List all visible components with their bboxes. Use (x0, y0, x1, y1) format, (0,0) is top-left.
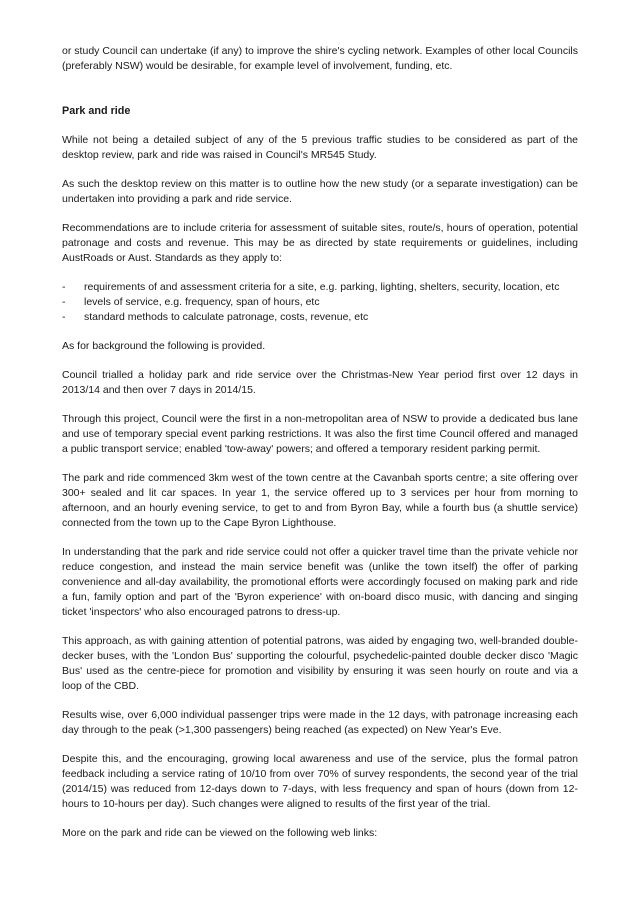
paragraph-trial-dates: Council trialled a holiday park and ride service over the Christmas-New Year period first over 12 days in 2013/14 and then over 7 days in 2014/15. (62, 369, 578, 396)
bullet-marker: - (62, 296, 66, 308)
bullet-marker: - (62, 281, 66, 293)
list-item (62, 280, 578, 295)
criteria-list (62, 280, 578, 325)
paragraph-new-study: As such the desktop review on this matter is to outline how the new study (or a separate investigation) can be undertaken into providing a park and ride service. (62, 178, 578, 205)
list-item (62, 295, 578, 310)
section-heading-park-and-ride: Park and ride (62, 105, 131, 117)
paragraph-desktop-review: While not being a detailed subject of any of the 5 previous traffic studies to be considered as part of the desktop review, park and ride was raised in Council's MR545 Study. (62, 134, 578, 161)
document-page (62, 44, 578, 855)
list-item-text: levels of service, e.g. frequency, span of hours, etc (84, 296, 320, 308)
intro-continuation-paragraph: or study Council can undertake (if any) to improve the shire's cycling network. Examples of other local Councils (preferably NSW) would be desirable, for example level of involvement, funding, etc. (62, 45, 578, 72)
paragraph-results: Results wise, over 6,000 individual passenger trips were made in the 12 days, with patronage increasing each day through to the peak (>1,300 passengers) being reached (as expected) on New Year's Eve. (62, 709, 578, 736)
paragraph-second-year: Despite this, and the encouraging, growing local awareness and use of the service, plus the formal patron feedback including a service rating of 10/10 from over 70% of survey respondents, the second year of the trial (2014/15) was reduced from 12-days down to 7-days, with less frequency and span of hours (down from 12-hours to 10-hours per day). Such changes were aligned to results of the first year of the trial. (62, 753, 578, 810)
paragraph-recommendations: Recommendations are to include criteria for assessment of suitable sites, route/s, hours of operation, potential patronage and costs and revenue. This may be as directed by state requirements or guidelines, including AustRoads or Aust. Standards as they apply to: (62, 222, 578, 264)
bullet-marker: - (62, 311, 66, 323)
paragraph-background: As for background the following is provided. (62, 340, 266, 352)
paragraph-project-firsts: Through this project, Council were the first in a non-metropolitan area of NSW to provide a dedicated bus lane and use of temporary special event parking restrictions. It was also the first time Council offered and managed a public transport service; enabled 'tow-away' powers; and offered a temporary resident parking permit. (62, 413, 578, 455)
paragraph-buses: This approach, as with gaining attention of potential patrons, was aided by engaging two, well-branded double-decker buses, with the 'London Bus' supporting the colourful, psychedelic-painted double decker disco 'Magic Bus' used as the centre-piece for promotion and visibility by ensuring it was seen hourly on route and via a loop of the CBD. (62, 635, 578, 692)
paragraph-service-details: The park and ride commenced 3km west of the town centre at the Cavanbah sports centre; a site offering over 300+ sealed and lit car spaces. In year 1, the service offered up to 3 services per hour from morning to afternoon, and an hourly evening service, to get to and from Byron Bay, while a fourth bus (a shuttle service) connected from the town up to the Cape Byron Lighthouse. (62, 472, 578, 529)
list-item-text: requirements of and assessment criteria for a site, e.g. parking, lighting, shelters, security, location, etc (84, 281, 560, 293)
list-item-text: standard methods to calculate patronage, costs, revenue, etc (84, 311, 369, 323)
paragraph-web-links: More on the park and ride can be viewed on the following web links: (62, 827, 378, 839)
list-item (62, 310, 578, 325)
paragraph-promotion: In understanding that the park and ride service could not offer a quicker travel time than the private vehicle nor reduce congestion, and instead the main service benefit was (unlike the town itself) the offer of parking convenience and all-day availability, the promotional efforts were accordingly focused on making park and ride a fun, family option and part of the 'Byron experience' with on-board disco music, with dancing and singing ticket 'inspectors' who also encouraged patrons to dress-up. (62, 546, 578, 618)
